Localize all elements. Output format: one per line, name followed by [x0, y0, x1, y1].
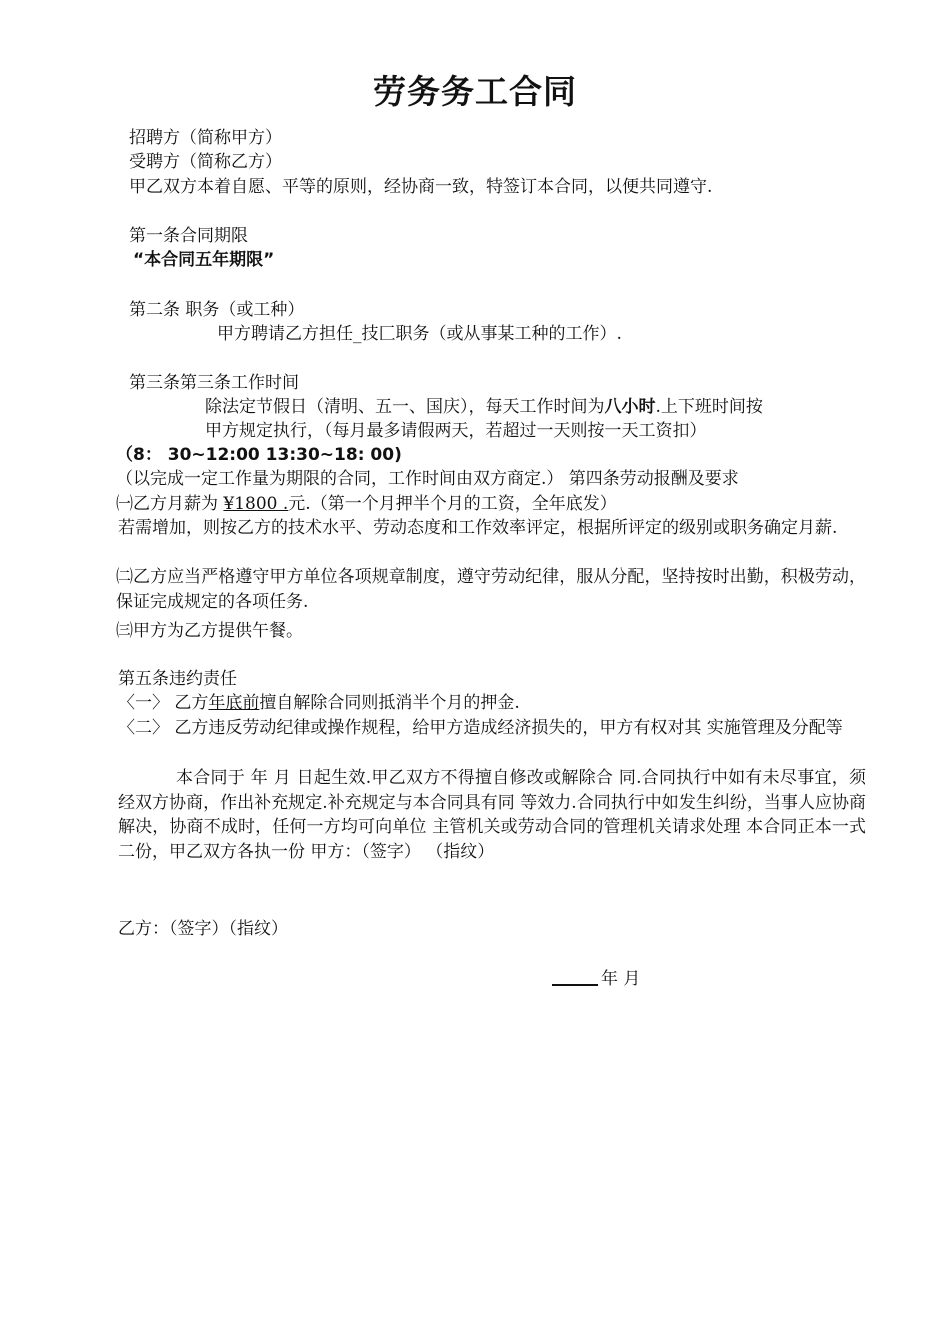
party-b-line: 受聘方（简称乙方） — [129, 152, 282, 172]
year-end-term: 年底前 — [208, 693, 260, 713]
article-3-line-1-text-b: .上下班时间按 — [655, 397, 763, 417]
article-4-item-1-continuation: 若需增加，则按乙方的技术水平、劳动态度和工作效率评定，根据所评定的级别或职务确定月薪. — [118, 518, 838, 538]
article-3-line-1 — [205, 395, 763, 419]
article-4-item-1 — [116, 492, 617, 516]
article-5-item-1-text-a: 〈一〉 乙方 — [118, 693, 209, 713]
article-5-item-1 — [118, 691, 520, 715]
date-line — [552, 967, 640, 991]
party-b-signature-line: 乙方：（签字）（指纹） — [118, 919, 288, 939]
article-5-item-1-text-b: 擅自解除合同则抵消半个月的押金. — [259, 693, 520, 713]
working-hours-emphasis: 八小时 — [604, 397, 656, 417]
article-4-item-3: ㈢甲方为乙方提供午餐。 — [116, 621, 303, 641]
document-title: 劳务务工合同 — [373, 72, 577, 111]
article-5-item-2: 〈二〉 乙方违反劳动纪律或操作规程，给甲方造成经济损失的，甲方有权对其 实施管理及分配等 — [118, 718, 843, 738]
article-4-item-1-text-a: ㈠乙方月薪为 — [116, 494, 224, 514]
article-1-heading: 第一条合同期限 — [129, 226, 248, 246]
article-2-content: 甲方聘请乙方担任_技匚职务（或从事某工种的工作）. — [217, 324, 622, 344]
article-4-item-2: ㈡乙方应当严格遵守甲方单位各项规章制度，遵守劳动纪律，服从分配，坚持按时出勤，积极劳动，保证完成规定的各项任务. — [116, 567, 866, 612]
intro-line: 甲乙双方本着自愿、平等的原则，经协商一致，特签订本合同，以便共同遵守. — [129, 177, 713, 197]
closing-paragraph: 本合同于 年 月 日起生效.甲乙双方不得擅自修改或解除合 同.合同执行中如有未尽事宜，须经双方协商，作出补充规定.补充规定与本合同具有同 等效力.合同执行中如发生纠纷，当事人应协商解决，协商不成时，任何一方均可向单位 主管机关或劳动合同的管理机关请求处理 本合同正本一式二份，甲乙双方各执一份 甲方：（签字） （指纹） — [118, 768, 866, 862]
article-5-heading: 第五条违约责任 — [118, 669, 237, 689]
article-4-item-1-text-b: 元.（第一个月押半个月的工资，全年底发） — [288, 494, 617, 514]
article-3-line-2: 甲方规定执行，（每月最多请假两天，若超过一天则按一天工资扣） — [205, 421, 707, 441]
article-3-heading: 第三条第三条工作时间 — [129, 373, 299, 393]
monthly-salary-amount: ¥1800 . — [223, 494, 289, 514]
work-hours-times: （8： 30~12:00 13:30~18: 00) — [116, 445, 402, 465]
article-2-heading: 第二条 职务（或工种） — [129, 300, 305, 320]
article-3-line-1-text-a: 除法定节假日（清明、五一、国庆），每天工作时间为 — [205, 397, 605, 417]
article-3-note: （以完成一定工作量为期限的合同，工作时间由双方商定.） 第四条劳动报酬及要求 — [116, 469, 739, 489]
article-1-content: “本合同五年期限” — [133, 250, 275, 270]
date-blank-underline — [552, 968, 598, 986]
date-text: 年 月 — [601, 969, 641, 989]
party-a-line: 招聘方（简称甲方） — [129, 128, 282, 148]
